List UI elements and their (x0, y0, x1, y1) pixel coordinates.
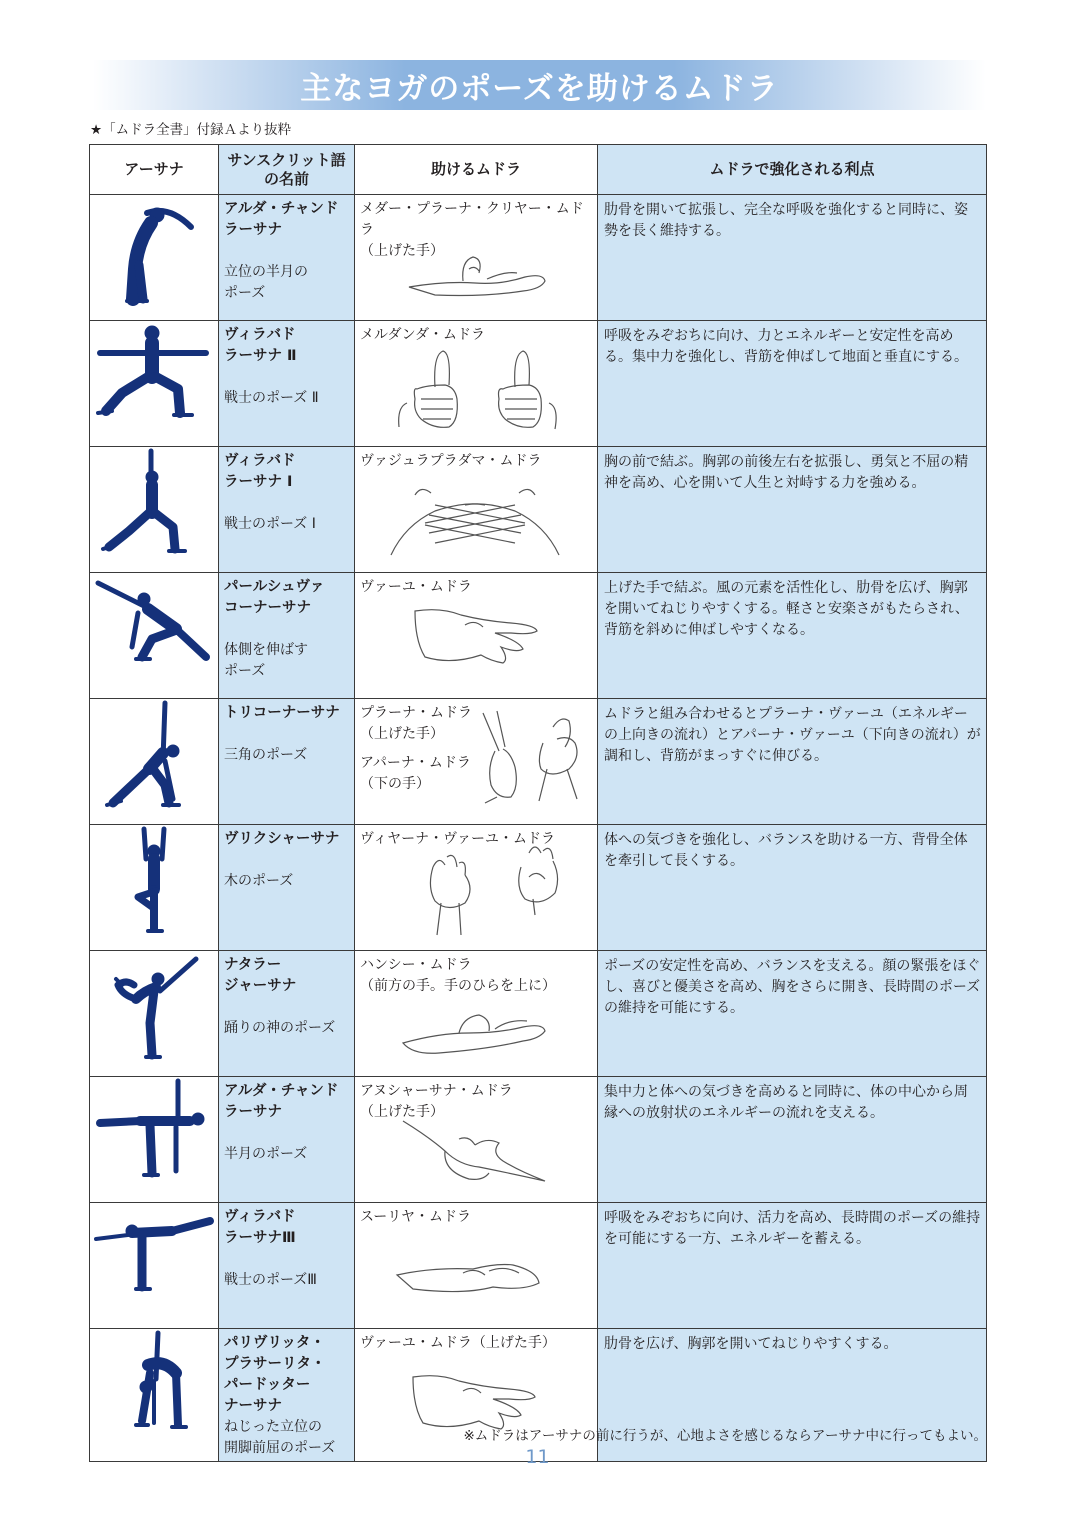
sanskrit-name: ヴリクシャーサナ (224, 831, 340, 847)
mudra-name: ヴァーユ・ムドラ（上げた手） (360, 1335, 556, 1351)
benefit-cell: 肋骨を広げ、胸郭を開いてねじりやすくする。 (598, 1329, 987, 1462)
mudra-name: ヴァーユ・ムドラ (360, 579, 472, 595)
benefit-cell: 体への気づきを強化し、バランスを助ける一方、背骨全体を牽引して長くする。 (598, 825, 987, 951)
mudra-name: アヌシャーサナ・ムドラ （上げた手） (360, 1083, 513, 1120)
sanskrit-name: トリコーナーサナ (224, 705, 340, 721)
benefit-cell: 肋骨を開いて拡張し、完全な呼吸を強化すると同時に、姿勢を長く維持する。 (598, 195, 987, 321)
name-cell (219, 447, 355, 573)
half-moon-standing-figure (99, 195, 209, 307)
pose-cell (90, 573, 219, 699)
triangle-figure (99, 699, 209, 811)
mudra-cell (355, 1077, 598, 1203)
pose-cell (90, 1329, 219, 1462)
sanskrit-name: ナタラー ジャーサナ (224, 957, 297, 994)
header-sanskrit-label: サンスクリット語 の名前 (227, 150, 346, 188)
japanese-name: 戦士のポーズⅢ (224, 1272, 317, 1288)
tree-figure (114, 825, 194, 937)
japanese-name: 半月のポーズ (224, 1146, 308, 1162)
japanese-name: 木のポーズ (224, 873, 294, 889)
pose-cell (90, 447, 219, 573)
prana-apana-hands (477, 707, 595, 807)
page-number: 11 (525, 1446, 550, 1468)
table-row (90, 195, 987, 321)
side-angle-figure (94, 573, 214, 663)
name-cell (219, 321, 355, 447)
page-title: 主なヨガのポーズを助けるムドラ (300, 70, 779, 107)
mudra-name-2: アパーナ・ムドラ （下の手） (360, 755, 471, 792)
benefit-cell: ムドラと組み合わせるとプラーナ・ヴァーユ（エネルギーの上向きの流れ）とアパーナ・ヴァーユ（下向きの流れ）が調和し、背筋がまっすぐに伸びる。 (598, 699, 987, 825)
vyana-vayu-hands (425, 837, 575, 937)
mudra-cell (355, 195, 598, 321)
mudra-name: メダー・プラーナ・クリヤー・ムドラ （上げた手） (360, 201, 584, 259)
pose-cell (90, 699, 219, 825)
mudra-name: ヴィヤーナ・ヴァーユ・ムドラ (360, 831, 556, 847)
anushasana-hand (399, 1117, 549, 1187)
sanskrit-name: パールシュヴァ コーナーサナ (224, 579, 325, 616)
sanskrit-name: パリヴリッタ・ プラサーリタ・ パードッター ナーサナ (224, 1335, 326, 1414)
name-cell (219, 573, 355, 699)
mudra-cell (355, 699, 598, 825)
header-asana: アーサナ (90, 145, 219, 195)
sanskrit-name: アルダ・チャンド ラーサナ (224, 1083, 339, 1120)
header-sanskrit (219, 145, 355, 195)
sanskrit-name: アルダ・チャンド ラーサナ (224, 201, 339, 238)
benefit-cell: 上げた手で結ぶ。風の元素を活性化し、肋骨を広げ、胸郭を開いてねじりやすくする。軽さと安楽さがもたらされ、背筋を斜めに伸ばしやすくなる。 (598, 573, 987, 699)
japanese-name: 戦士のポーズ Ⅱ (224, 390, 319, 406)
pose-cell (90, 1077, 219, 1203)
pose-cell (90, 321, 219, 447)
mudra-cell (355, 573, 598, 699)
name-cell (219, 699, 355, 825)
table-row (90, 321, 987, 447)
footnote: ※ムドラはアーサナの前に行うが、心地よさを感じるならアーサナ中に行ってもよい。 (463, 1428, 987, 1444)
surya-hand (393, 1243, 543, 1303)
benefit-cell: ポーズの安定性を高め、バランスを支える。顔の緊張をほぐし、喜びと優美さを高め、胸をさらに開き、長時間のポーズの維持を可能にする。 (598, 951, 987, 1077)
mudra-name: スーリヤ・ムドラ (360, 1209, 472, 1225)
japanese-name: 踊りの神のポーズ (224, 1020, 336, 1036)
mudra-cell (355, 447, 598, 573)
medha-prana-kriya-hand (405, 251, 550, 299)
revolved-forward-bend-figure (114, 1329, 194, 1433)
warrior-three-figure (92, 1203, 216, 1293)
name-cell (219, 195, 355, 321)
mudra-cell (355, 951, 598, 1077)
pose-cell (90, 951, 219, 1077)
japanese-name: ねじった立位の 開脚前屈のポーズ (224, 1419, 336, 1456)
name-cell (219, 1077, 355, 1203)
mudra-name: メルダンダ・ムドラ (360, 327, 486, 343)
source-note: ★「ムドラ全書」付録Ａより抜粋 (90, 122, 292, 138)
table-header-row (90, 145, 987, 195)
mudra-cell (355, 825, 598, 951)
japanese-name: 三角のポーズ (224, 747, 308, 763)
mudra-table (89, 144, 987, 1462)
warrior-one-figure (99, 447, 209, 559)
vayu-hand (411, 601, 541, 673)
name-cell (219, 951, 355, 1077)
benefit-cell: 胸の前で結ぶ。胸郭の前後左右を拡張し、勇気と不屈の精神を高め、心を開いて人生と対峙する力を強める。 (598, 447, 987, 573)
title-banner (93, 60, 986, 110)
name-cell (219, 825, 355, 951)
header-mudra: 助けるムドラ (355, 145, 598, 195)
mudra-cell (355, 1203, 598, 1329)
table-row (90, 573, 987, 699)
sanskrit-name: ヴィラバド ラーサナ Ⅰ (224, 453, 296, 490)
japanese-name: 体側を伸ばす ポーズ (224, 642, 308, 679)
table-row (90, 1203, 987, 1329)
table-row (90, 951, 987, 1077)
japanese-name: 戦士のポーズ Ⅰ (224, 516, 316, 532)
dancer-figure (104, 951, 204, 1063)
mudra-cell (355, 321, 598, 447)
benefit-cell: 呼吸をみぞおちに向け、活力を高め、長時間のポーズの維持を可能にする一方、エネルギーを蓄える。 (598, 1203, 987, 1329)
benefit-cell: 集中力と体への気づきを高めると同時に、体の中心から周縁への放射状のエネルギーの流れを支える。 (598, 1077, 987, 1203)
table-row (90, 1077, 987, 1203)
name-cell (219, 1203, 355, 1329)
merudanda-hands (393, 347, 563, 433)
pose-cell (90, 825, 219, 951)
benefit-cell: 呼吸をみぞおちに向け、力とエネルギーと安定性を高める。集中力を強化し、背筋を伸ばして地面と垂直にする。 (598, 321, 987, 447)
hamsi-hand (399, 1003, 549, 1059)
half-moon-figure (94, 1077, 214, 1181)
sanskrit-name: ヴィラバド ラーサナⅢ (224, 1209, 296, 1246)
table-row (90, 699, 987, 825)
pose-cell (90, 195, 219, 321)
pose-cell (90, 1203, 219, 1329)
table-row (90, 447, 987, 573)
sanskrit-name: ヴィラバド ラーサナ Ⅱ (224, 327, 297, 364)
mudra-name: ハンシー・ムドラ （前方の手。手のひらを上に） (360, 957, 556, 994)
table-row (90, 825, 987, 951)
name-cell (219, 1329, 355, 1462)
warrior-two-figure (94, 321, 214, 421)
mudra-name: ヴァジュラプラダマ・ムドラ (360, 453, 542, 469)
japanese-name: 立位の半月の ポーズ (224, 264, 308, 301)
mudra-name: プラーナ・ムドラ （上げた手） (360, 705, 472, 742)
vajrapradama-hands (385, 475, 565, 559)
header-benefit: ムドラで強化される利点 (598, 145, 987, 195)
